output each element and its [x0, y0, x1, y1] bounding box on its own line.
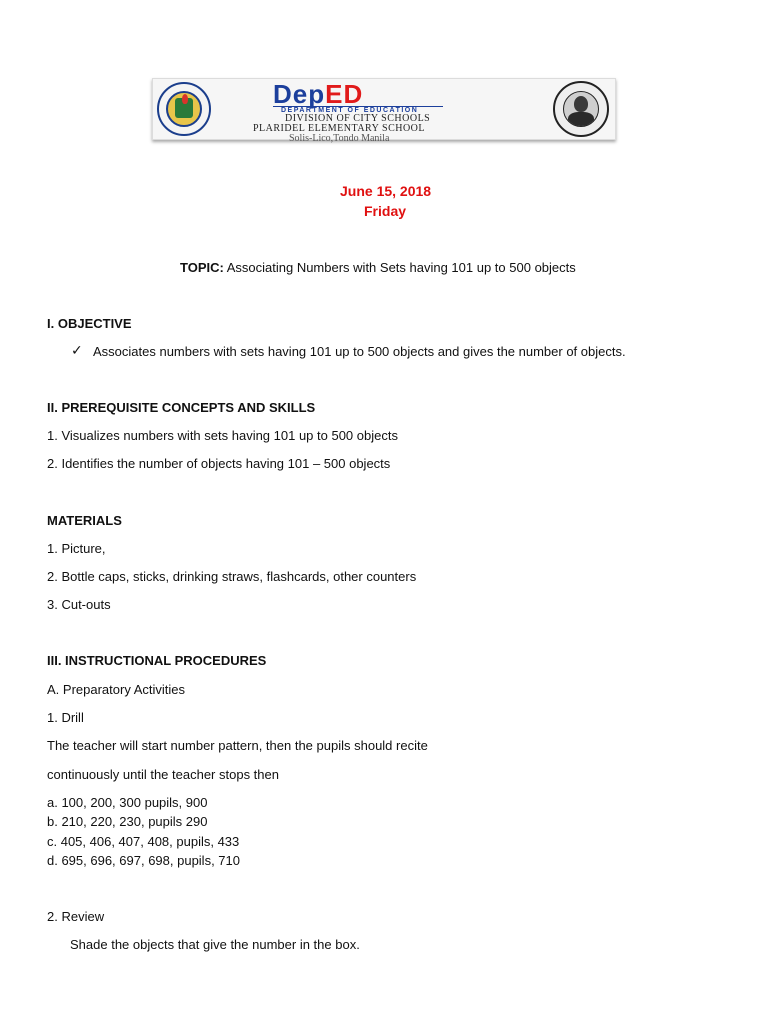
checkmark-icon: ✓	[71, 342, 83, 358]
objective-heading: I. OBJECTIVE	[47, 316, 132, 331]
materials-item: 1. Picture,	[47, 541, 106, 556]
materials-heading: MATERIALS	[47, 513, 122, 528]
prerequisite-item: 2. Identifies the number of objects having 101 – 500 objects	[47, 456, 391, 471]
division-name: DIVISION OF CITY SCHOOLS	[285, 113, 431, 124]
procedures-heading: III. INSTRUCTIONAL PROCEDURES	[47, 653, 267, 668]
objective-item: Associates numbers with sets having 101 up to 500 objects and gives the number of objects.	[93, 344, 626, 359]
lesson-date: June 15, 2018	[340, 183, 432, 199]
header-banner	[152, 78, 616, 144]
materials-item: 2. Bottle caps, sticks, drinking straws, flashcards, other counters	[47, 569, 417, 584]
prerequisite-item: 1. Visualizes numbers with sets having 101 up to 500 objects	[47, 428, 398, 443]
department-name: DEPARTMENT OF EDUCATION	[281, 107, 419, 114]
preparatory-heading: A. Preparatory Activities	[47, 682, 185, 697]
review-text: Shade the objects that give the number in the box.	[70, 937, 360, 952]
school-name: PLARIDEL ELEMENTARY SCHOOL	[253, 123, 426, 134]
lesson-day: Friday	[364, 203, 407, 219]
pattern-item: c. 405, 406, 407, 408, pupils, 433	[47, 834, 240, 849]
drill-heading: 1. Drill	[47, 710, 84, 725]
school-seal-icon	[553, 81, 609, 137]
division-seal-icon	[157, 82, 211, 136]
pattern-item: b. 210, 220, 230, pupils 290	[47, 814, 208, 829]
topic-label: TOPIC:	[180, 260, 224, 275]
topic-line	[180, 260, 576, 275]
review-heading: 2. Review	[47, 909, 105, 924]
prerequisite-heading: II. PREREQUISITE CONCEPTS AND SKILLS	[47, 400, 316, 415]
deped-logo: DepED	[273, 79, 364, 109]
topic-text: Associating Numbers with Sets having 101 up to 500 objects	[223, 260, 576, 275]
drill-text: The teacher will start number pattern, then the pupils should recite	[47, 738, 428, 753]
pattern-item: d. 695, 696, 697, 698, pupils, 710	[47, 853, 240, 868]
drill-text: continuously until the teacher stops then	[47, 767, 279, 782]
pattern-item: a. 100, 200, 300 pupils, 900	[47, 795, 208, 810]
school-address: Solis-Lico,Tondo Manila	[289, 133, 390, 144]
materials-item: 3. Cut-outs	[47, 597, 111, 612]
